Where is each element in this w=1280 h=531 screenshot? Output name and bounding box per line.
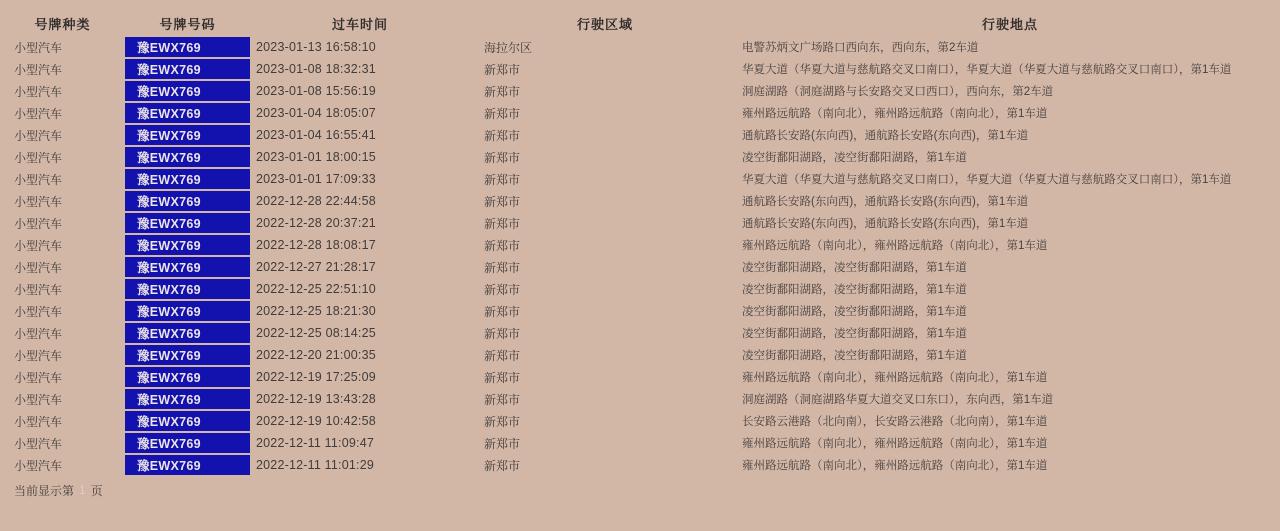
pagination-prefix: 当前显示第 [14, 483, 75, 498]
pass-time-cell: 2022-12-19 17:25:09 [256, 370, 376, 384]
plate-type-cell: 小型汽车 [14, 40, 63, 55]
pass-time-cell: 2022-12-28 22:44:58 [256, 194, 376, 208]
drive-area-cell: 新郑市 [484, 260, 521, 275]
column-header-drive-area: 行驶区域 [576, 16, 633, 32]
pass-time-cell: 2022-12-25 22:51:10 [256, 282, 376, 296]
pass-time-cell: 2023-01-08 18:32:31 [256, 62, 376, 76]
table-row [0, 432, 1280, 454]
plate-number-cell [125, 212, 250, 234]
plate-number-cell [125, 234, 250, 256]
column-header-pass-time: 过车时间 [331, 16, 388, 32]
drive-area-cell: 新郑市 [484, 238, 521, 253]
table-row [0, 410, 1280, 432]
plate-number-cell [125, 278, 250, 300]
plate-number-highlight[interactable]: 豫EWX769 [125, 103, 250, 123]
drive-area-cell: 新郑市 [484, 128, 521, 143]
plate-type-cell: 小型汽车 [14, 150, 63, 165]
plate-number-cell [125, 454, 250, 476]
pass-time-cell: 2022-12-25 08:14:25 [256, 326, 376, 340]
table-row [0, 344, 1280, 366]
table-row [0, 234, 1280, 256]
plate-number-cell [125, 322, 250, 344]
drive-area-cell: 新郑市 [484, 326, 521, 341]
pass-time-cell: 2023-01-01 17:09:33 [256, 172, 376, 186]
pass-time-cell: 2022-12-28 20:37:21 [256, 216, 376, 230]
drive-area-cell: 新郑市 [484, 414, 521, 429]
plate-number-highlight[interactable]: 豫EWX769 [125, 301, 250, 321]
plate-type-cell: 小型汽车 [14, 260, 63, 275]
plate-number-cell [125, 432, 250, 454]
plate-type-cell: 小型汽车 [14, 194, 63, 209]
pagination-status [0, 479, 1280, 501]
pagination-page-number: 1 [79, 483, 86, 497]
plate-number-cell [125, 168, 250, 190]
plate-type-cell: 小型汽车 [14, 370, 63, 385]
plate-number-cell [125, 124, 250, 146]
plate-number-cell [125, 300, 250, 322]
pass-time-cell: 2022-12-11 11:09:47 [256, 436, 375, 450]
drive-area-cell: 新郑市 [484, 304, 521, 319]
drive-location-cell: 洞庭湖路（洞庭湖路华夏大道交叉口东口），东向西，第1车道 [742, 394, 1054, 406]
plate-number-cell [125, 190, 250, 212]
plate-number-cell [125, 58, 250, 80]
plate-type-cell: 小型汽车 [14, 62, 63, 77]
table-row [0, 278, 1280, 300]
plate-number-highlight[interactable]: 豫EWX769 [125, 147, 250, 167]
column-header-plate-type: 号牌种类 [34, 16, 91, 32]
table-row [0, 146, 1280, 168]
table-row [0, 388, 1280, 410]
drive-area-cell: 新郑市 [484, 370, 521, 385]
pass-time-cell: 2022-12-19 13:43:28 [256, 392, 376, 406]
pagination-suffix: 页 [90, 483, 103, 498]
table-row [0, 36, 1280, 58]
drive-area-cell: 新郑市 [484, 194, 521, 209]
plate-type-cell: 小型汽车 [14, 436, 63, 451]
drive-location-cell: 凌空街鄱阳湖路，凌空街鄱阳湖路，第1车道 [742, 262, 967, 274]
plate-number-highlight[interactable]: 豫EWX769 [125, 367, 250, 387]
plate-type-cell: 小型汽车 [14, 172, 63, 187]
drive-location-cell: 长安路云港路（北向南），长安路云港路（北向南），第1车道 [742, 416, 1048, 428]
plate-type-cell: 小型汽车 [14, 348, 63, 363]
plate-number-cell [125, 80, 250, 102]
drive-location-cell: 雍州路远航路（南向北），雍州路远航路（南向北），第1车道 [742, 108, 1048, 120]
pass-time-cell: 2023-01-08 15:56:19 [256, 84, 376, 98]
drive-area-cell: 新郑市 [484, 436, 521, 451]
drive-location-cell: 电警苏炳文广场路口西向东，西向东，第2车道 [742, 42, 979, 54]
plate-type-cell: 小型汽车 [14, 128, 63, 143]
plate-type-cell: 小型汽车 [14, 392, 63, 407]
pass-time-cell: 2022-12-28 18:08:17 [256, 238, 376, 252]
drive-area-cell: 海拉尔区 [484, 40, 533, 55]
plate-number-highlight[interactable]: 豫EWX769 [125, 411, 250, 431]
table-row [0, 190, 1280, 212]
drive-area-cell: 新郑市 [484, 348, 521, 363]
drive-location-cell: 凌空街鄱阳湖路，凌空街鄱阳湖路，第1车道 [742, 284, 967, 296]
drive-location-cell: 凌空街鄱阳湖路，凌空街鄱阳湖路，第1车道 [742, 328, 967, 340]
drive-location-cell: 雍州路远航路（南向北），雍州路远航路（南向北），第1车道 [742, 460, 1048, 472]
plate-type-cell: 小型汽车 [14, 84, 63, 99]
drive-area-cell: 新郑市 [484, 150, 521, 165]
drive-area-cell: 新郑市 [484, 84, 521, 99]
drive-area-cell: 新郑市 [484, 392, 521, 407]
table-row [0, 256, 1280, 278]
plate-number-highlight[interactable]: 豫EWX769 [125, 81, 250, 101]
table-header-row [0, 10, 1280, 36]
plate-type-cell: 小型汽车 [14, 326, 63, 341]
column-header-plate-number: 号牌号码 [159, 16, 216, 32]
plate-number-cell [125, 102, 250, 124]
drive-location-cell: 雍州路远航路（南向北），雍州路远航路（南向北），第1车道 [742, 372, 1048, 384]
drive-location-cell: 通航路长安路(东向西)，通航路长安路(东向西)，第1车道 [742, 196, 1029, 208]
pass-time-cell: 2023-01-01 18:00:15 [256, 150, 376, 164]
plate-number-highlight[interactable]: 豫EWX769 [125, 191, 250, 211]
pass-time-cell: 2023-01-04 18:05:07 [256, 106, 376, 120]
table-row [0, 80, 1280, 102]
plate-number-highlight[interactable]: 豫EWX769 [125, 59, 250, 79]
plate-type-cell: 小型汽车 [14, 304, 63, 319]
plate-number-cell [125, 256, 250, 278]
drive-area-cell: 新郑市 [484, 62, 521, 77]
table-row [0, 300, 1280, 322]
drive-area-cell: 新郑市 [484, 216, 521, 231]
plate-number-cell [125, 366, 250, 388]
drive-area-cell: 新郑市 [484, 106, 521, 121]
plate-number-highlight[interactable]: 豫EWX769 [125, 125, 250, 145]
plate-type-cell: 小型汽车 [14, 282, 63, 297]
table-row [0, 212, 1280, 234]
drive-location-cell: 洞庭湖路（洞庭湖路与长安路交叉口西口），西向东，第2车道 [742, 86, 1054, 98]
table-row [0, 58, 1280, 80]
table-row [0, 322, 1280, 344]
table-row [0, 454, 1280, 476]
plate-type-cell: 小型汽车 [14, 216, 63, 231]
pass-time-cell: 2022-12-11 11:01:29 [256, 458, 375, 472]
pass-time-cell: 2023-01-04 16:55:41 [256, 128, 376, 142]
drive-area-cell: 新郑市 [484, 282, 521, 297]
drive-location-cell: 凌空街鄱阳湖路，凌空街鄱阳湖路，第1车道 [742, 152, 967, 164]
drive-location-cell: 雍州路远航路（南向北），雍州路远航路（南向北），第1车道 [742, 438, 1048, 450]
plate-type-cell: 小型汽车 [14, 458, 63, 473]
plate-number-highlight[interactable]: 豫EWX769 [125, 235, 250, 255]
table-row [0, 366, 1280, 388]
pass-time-cell: 2022-12-20 21:00:35 [256, 348, 376, 362]
drive-location-cell: 华夏大道（华夏大道与慈航路交叉口南口），华夏大道（华夏大道与慈航路交叉口南口），第1车道 [742, 174, 1232, 186]
pass-time-cell: 2022-12-25 18:21:30 [256, 304, 376, 318]
table-row [0, 124, 1280, 146]
plate-number-highlight[interactable]: 豫EWX769 [125, 169, 250, 189]
plate-number-highlight[interactable]: 豫EWX769 [125, 257, 250, 277]
drive-area-cell: 新郑市 [484, 458, 521, 473]
column-header-drive-location: 行驶地点 [981, 16, 1038, 32]
pass-time-cell: 2023-01-13 16:58:10 [256, 40, 376, 54]
plate-number-cell [125, 146, 250, 168]
plate-number-highlight[interactable]: 豫EWX769 [125, 345, 250, 365]
plate-type-cell: 小型汽车 [14, 106, 63, 121]
pass-time-cell: 2022-12-19 10:42:58 [256, 414, 376, 428]
drive-location-cell: 华夏大道（华夏大道与慈航路交叉口南口），华夏大道（华夏大道与慈航路交叉口南口），第1车道 [742, 64, 1232, 76]
drive-location-cell: 凌空街鄱阳湖路，凌空街鄱阳湖路，第1车道 [742, 306, 967, 318]
plate-type-cell: 小型汽车 [14, 414, 63, 429]
drive-area-cell: 新郑市 [484, 172, 521, 187]
table-body [0, 36, 1280, 476]
plate-number-cell [125, 388, 250, 410]
pass-time-cell: 2022-12-27 21:28:17 [256, 260, 376, 274]
plate-number-highlight[interactable]: 豫EWX769 [125, 37, 250, 57]
drive-location-cell: 通航路长安路(东向西)，通航路长安路(东向西)，第1车道 [742, 130, 1029, 142]
plate-number-cell [125, 410, 250, 432]
plate-number-highlight[interactable]: 豫EWX769 [125, 213, 250, 233]
plate-number-cell [125, 344, 250, 366]
table-row [0, 168, 1280, 190]
plate-number-highlight[interactable]: 豫EWX769 [125, 455, 250, 475]
drive-location-cell: 雍州路远航路（南向北），雍州路远航路（南向北），第1车道 [742, 240, 1048, 252]
plate-number-highlight[interactable]: 豫EWX769 [125, 389, 250, 409]
plate-number-highlight[interactable]: 豫EWX769 [125, 279, 250, 299]
drive-location-cell: 凌空街鄱阳湖路，凌空街鄱阳湖路，第1车道 [742, 350, 967, 362]
plate-number-highlight[interactable]: 豫EWX769 [125, 323, 250, 343]
plate-type-cell: 小型汽车 [14, 238, 63, 253]
plate-number-highlight[interactable]: 豫EWX769 [125, 433, 250, 453]
drive-location-cell: 通航路长安路(东向西)，通航路长安路(东向西)，第1车道 [742, 218, 1029, 230]
table-row [0, 102, 1280, 124]
plate-number-cell [125, 36, 250, 58]
